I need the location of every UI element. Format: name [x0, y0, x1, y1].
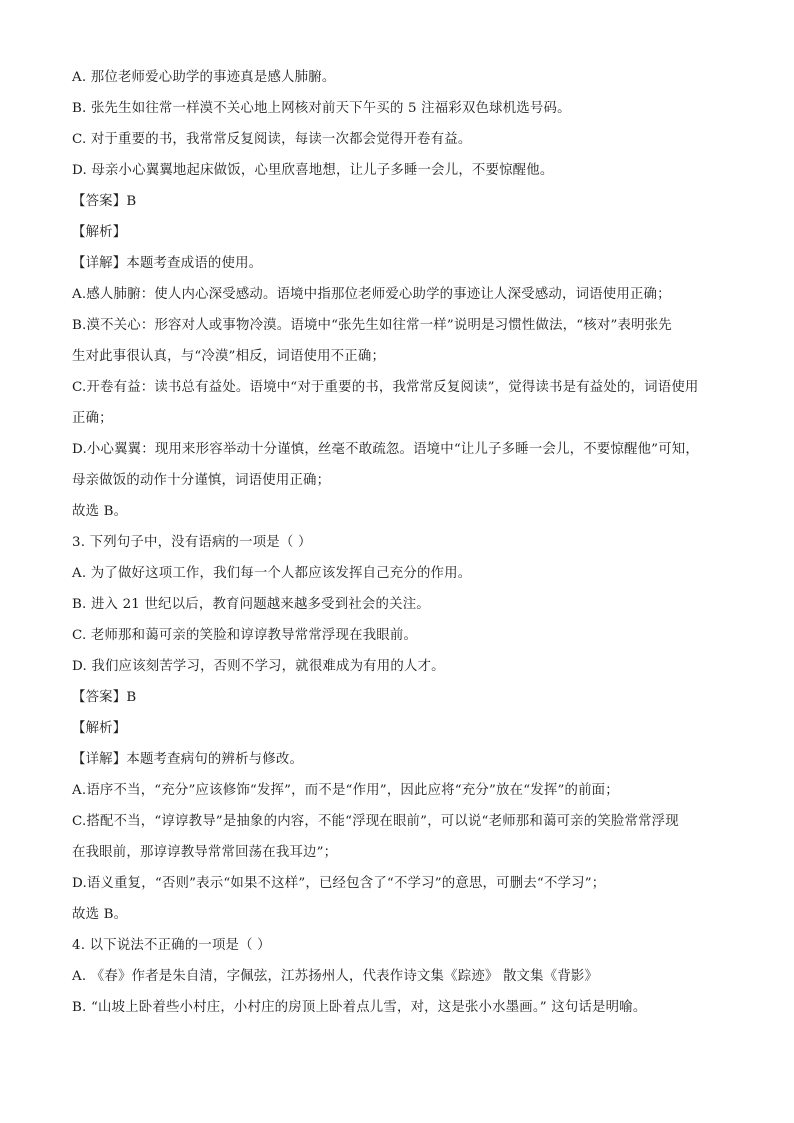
question-4: 4. 以下说法不正确的一项是（ ）	[72, 938, 271, 953]
detail-2-d-line2: 母亲做饭的动作十分谨慎，词语使用正确；	[72, 473, 331, 488]
detail-3-intro: 【详解】本题考查病句的辨析与修改。	[72, 752, 304, 767]
conclusion-3: 故选 B。	[72, 907, 128, 922]
detail-2-intro: 【详解】本题考查成语的使用。	[72, 256, 263, 271]
question-3: 3. 下列句子中，没有语病的一项是（ ）	[72, 535, 312, 550]
detail-2-b-line2: 生对此事很认真，与“冷漠”相反，词语使用不正确；	[72, 349, 386, 364]
detail-3-c-line1: C.搭配不当，“谆谆教导”是抽象的内容，不能“浮现在眼前”，可以说“老师那和蔼可亲的笑脸常常浮现	[72, 814, 679, 829]
option-2b: B. 张先生如往常一样漠不关心地上网核对前天下午买的 5 注福彩双色球机选号码。	[72, 101, 571, 116]
detail-3-d: D.语义重复，“否则”表示“如果不这样”，已经包含了“不学习”的意思，可删去“不学习”；	[72, 876, 606, 891]
option-3b: B. 进入 21 世纪以后，教育问题越来越多受到社会的关注。	[72, 597, 430, 612]
detail-3-c-line2: 在我眼前，那谆谆教导常常回荡在我耳边”；	[72, 845, 338, 860]
option-3d: D. 我们应该刻苦学习，否则不学习，就很难成为有用的人才。	[72, 659, 445, 674]
document-page	[72, 62, 732, 1023]
option-3c: C. 老师那和蔼可亲的笑脸和谆谆教导常常浮现在我眼前。	[72, 628, 418, 643]
option-2c: C. 对于重要的书，我常常反复阅读，每读一次都会觉得开卷有益。	[72, 132, 472, 147]
option-4a: A. 《春》作者是朱自清，字佩弦，江苏扬州人，代表作诗文集《踪迹》 散文集《背影》	[72, 969, 599, 984]
detail-2-a: A.感人肺腑：使人内心深受感动。语境中指那位老师爱心助学的事迹让人深受感动，词语使用正确；	[72, 287, 671, 302]
detail-2-c-line2: 正确；	[72, 411, 113, 426]
analysis-heading-2: 【解析】	[72, 225, 127, 240]
option-2d: D. 母亲小心翼翼地起床做饭，心里欣喜地想，让儿子多睡一会儿，不要惊醒他。	[72, 163, 554, 178]
conclusion-2: 故选 B。	[72, 504, 128, 519]
detail-2-d-line1: D.小心翼翼：现用来形容举动十分谨慎，丝毫不敢疏忽。语境中“让儿子多睡一会儿，不要惊醒他”可知，	[72, 442, 699, 457]
analysis-heading-3: 【解析】	[72, 721, 127, 736]
answer-2: 【答案】B	[72, 194, 137, 209]
detail-2-b-line1: B.漠不关心：形容对人或事物冷漠。语境中“张先生如往常一样”说明是习惯性做法，“核对”表明张先	[72, 318, 672, 333]
answer-3: 【答案】B	[72, 690, 137, 705]
option-4b: B. “山坡上卧着些小村庄，小村庄的房顶上卧着点儿雪，对，这是张小水墨画。” 这句话是明喻。	[72, 1000, 647, 1015]
detail-3-a: A.语序不当，“充分”应该修饰“发挥”，而不是“作用”，因此应将“充分”放在“发挥”的前面；	[72, 783, 619, 798]
option-3a: A. 为了做好这项工作，我们每一个人都应该发挥自己充分的作用。	[72, 566, 472, 581]
option-2a: A. 那位老师爱心助学的事迹真是感人肺腑。	[72, 70, 336, 85]
detail-2-c-line1: C.开卷有益：读书总有益处。语境中“对于重要的书，我常常反复阅读”，觉得读书是有益处的，词语使用	[72, 380, 699, 395]
